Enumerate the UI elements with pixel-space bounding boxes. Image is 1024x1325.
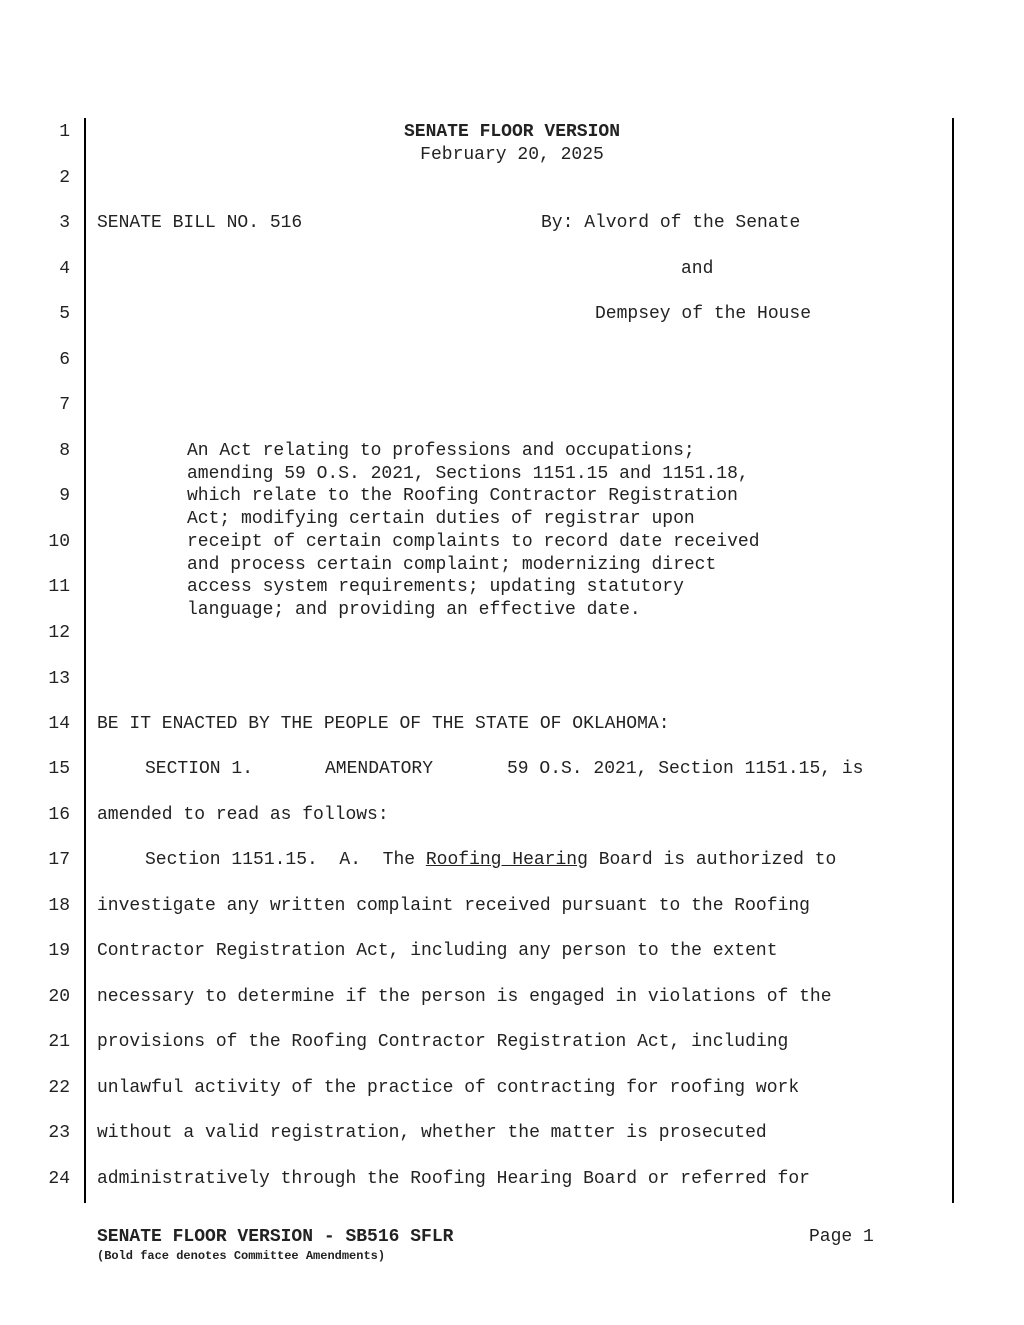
footer-note: (Bold face denotes Committee Amendments) bbox=[97, 1249, 386, 1263]
line-number: 16 bbox=[48, 805, 70, 825]
body-line: necessary to determine if the person is engaged in violations of the bbox=[97, 987, 832, 1007]
statute-citation: 59 O.S. 2021, Section 1151.15, is bbox=[507, 759, 864, 779]
line-number: 24 bbox=[48, 1169, 70, 1189]
act-title-line: Act; modifying certain duties of registrar upon bbox=[187, 509, 695, 529]
act-title-line: receipt of certain complaints to record date received bbox=[187, 532, 760, 552]
line-number: 19 bbox=[48, 941, 70, 961]
line-number: 22 bbox=[48, 1078, 70, 1098]
body-line: investigate any written complaint received pursuant to the Roofing bbox=[97, 896, 810, 916]
page-number: Page 1 bbox=[809, 1227, 874, 1247]
line-number: 8 bbox=[59, 441, 70, 461]
body-line: administratively through the Roofing Hearing Board or referred for bbox=[97, 1169, 810, 1189]
document-title: SENATE FLOOR VERSION bbox=[403, 122, 621, 142]
house-author: Dempsey of the House bbox=[595, 304, 812, 324]
line-number: 14 bbox=[48, 714, 70, 734]
left-margin-rule bbox=[84, 118, 86, 1203]
line-number: 4 bbox=[59, 259, 70, 279]
bill-number: SENATE BILL NO. 516 bbox=[97, 213, 303, 233]
author-conjunction: and bbox=[681, 259, 714, 279]
act-title-line: An Act relating to professions and occupations; bbox=[187, 441, 695, 461]
line-number: 5 bbox=[59, 304, 70, 324]
document-date: February 20, 2025 bbox=[420, 145, 604, 165]
act-title-line: language; and providing an effective date. bbox=[187, 600, 641, 620]
body-line: provisions of the Roofing Contractor Registration Act, including bbox=[97, 1032, 789, 1052]
line-number: 7 bbox=[59, 395, 70, 415]
line-number: 18 bbox=[48, 896, 70, 916]
line-number: 20 bbox=[48, 987, 70, 1007]
section-text-line bbox=[145, 849, 836, 871]
act-title-line: amending 59 O.S. 2021, Sections 1151.15 and 1151.18, bbox=[187, 464, 749, 484]
line-number: 11 bbox=[48, 577, 70, 597]
line-number: 15 bbox=[48, 759, 70, 779]
line-number: 17 bbox=[48, 850, 70, 870]
line-number: 9 bbox=[59, 486, 70, 506]
right-margin-rule bbox=[952, 118, 954, 1203]
act-title-line: and process certain complaint; modernizing direct bbox=[187, 555, 717, 575]
line-number: 23 bbox=[48, 1123, 70, 1143]
footer-title: SENATE FLOOR VERSION - SB516 SFLR bbox=[97, 1227, 454, 1247]
amendatory-label: AMENDATORY bbox=[325, 759, 434, 779]
line-number: 2 bbox=[59, 168, 70, 188]
act-title-line: access system requirements; updating statutory bbox=[187, 577, 684, 597]
underlined-amendment: Roofing Hearing bbox=[425, 850, 588, 870]
line-number: 13 bbox=[48, 669, 70, 689]
line-number: 10 bbox=[48, 532, 70, 552]
line-number: 12 bbox=[48, 623, 70, 643]
section-intro: Section 1151.15. A. The bbox=[145, 850, 426, 870]
senate-author: By: Alvord of the Senate bbox=[541, 213, 801, 233]
body-line: Contractor Registration Act, including any person to the extent bbox=[97, 941, 778, 961]
line-number: 6 bbox=[59, 350, 70, 370]
body-line: without a valid registration, whether the matter is prosecuted bbox=[97, 1123, 767, 1143]
amended-clause: amended to read as follows: bbox=[97, 805, 389, 825]
section-label: SECTION 1. bbox=[145, 759, 254, 779]
enacting-clause: BE IT ENACTED BY THE PEOPLE OF THE STATE OF OKLAHOMA: bbox=[97, 714, 670, 734]
line-number: 3 bbox=[59, 213, 70, 233]
line-number: 1 bbox=[59, 122, 70, 142]
act-title-line: which relate to the Roofing Contractor Registration bbox=[187, 486, 738, 506]
body-line: unlawful activity of the practice of contracting for roofing work bbox=[97, 1078, 800, 1098]
section-intro-rest: Board is authorized to bbox=[587, 850, 837, 870]
line-number: 21 bbox=[48, 1032, 70, 1052]
